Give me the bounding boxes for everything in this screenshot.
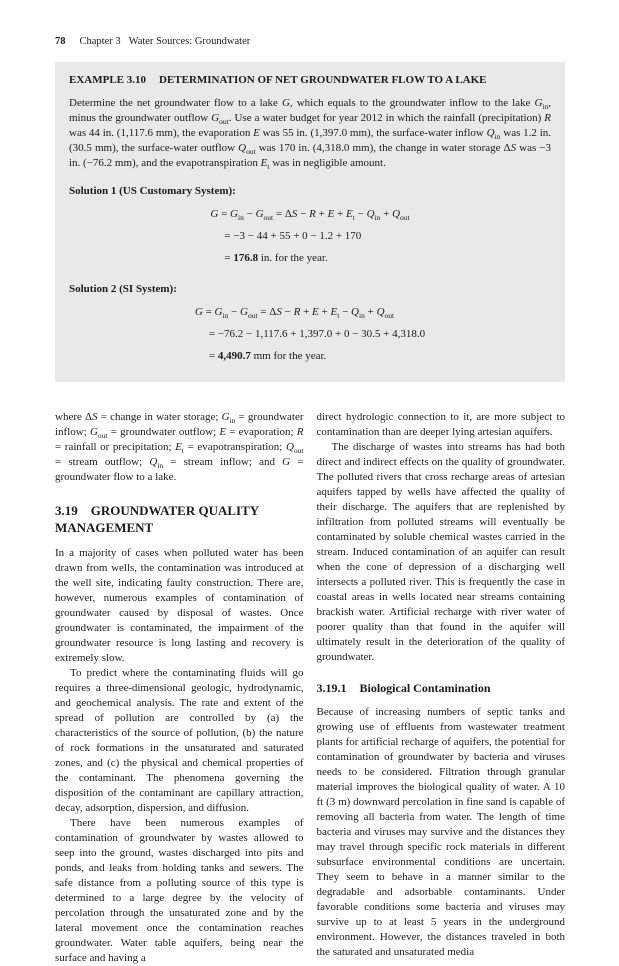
solution2-heading: Solution 2 (SI System): <box>69 283 177 295</box>
section-heading: 3.19 GROUNDWATER QUALITY MANAGEMENT <box>55 503 259 535</box>
example-heading: DETERMINATION OF NET GROUNDWATER FLOW TO A LAKE <box>159 74 487 86</box>
chapter-label: Chapter 3 <box>79 36 121 47</box>
paragraph: where ΔS = change in water storage; $G_{in}$ = groundwater inflow; $G_{out}$ = groundwater outflow; E = evaporation; R = rainfall or precipitation; $E_t$ = evapotranspiration; $Q_{out}$ = stream outflow; $Q_{in}$ = stream inflow; and G = groundwater flow to a lake. <box>55 411 304 483</box>
equation-line: = 4,490.7 mm for the year. <box>208 350 327 362</box>
paragraph: The discharge of wastes into streams has had both direct and indirect effects on the quality of groundwater. The polluted rivers that cross recharge areas of artesian aquifers tapped by wells have affected the quality of their discharge. The aquifers that are replenished by infiltration from polluted streams will eventually be contaminated by soluble chemical wastes carried in the stream. Induced contamination of an aquifer can result when the cone of depression of a discharging well intersects a polluted river. This is frequently the case in coastal areas in wells located near streams containing brackish water. Artificial recharge with river water of poorer quality than that found in the aquifer will ultimately result in the deterioration of the quality of groundwater. <box>316 441 565 663</box>
example-intro: Determine the net groundwater flow to a lake G, which equals to the groundwater inflow to the lake $G_{in}$, minus the groundwater outflow $G_{out}$. Use a water budget for year 2012 in which the rainfall (precipitation) R was 44 in. (1,117.6 mm), the evaporation E was 55 in. (1,397.0 mm), the surface-water inflow $Q_{in}$ was 1.2 in. (30.5 mm), the surface-water outflow $Q_{out}$ was 170 in. (4,318.0 mm), the change in water storage ΔS was −3 in. (−76.2 mm), and the evapotranspiration $E_t$ was in negligible amount. <box>69 97 552 172</box>
paragraph: In a majority of cases when polluted water has been drawn from wells, the contamination was introduced at the well site, indicating faulty construction. There are, however, numerous examples of contamination of groundwater caused by disposal of wastes. Once groundwater is contaminated, the impairment of the groundwater resource is long lasting and recovery is extremely slow. <box>55 547 304 664</box>
equation-line: = −76.2 − 1,117.6 + 1,397.0 + 0 − 30.5 + 4,318.0 <box>208 328 426 340</box>
paragraph: To predict where the contaminating fluids will go requires a three-dimensional geologic, hydrodynamic, and geochemical analysis. The rate and extent of the spread of pollution are controlled by (a) the characteristics of the source of pollution, (b) the nature of rock formations in the unsaturated and saturated zones, and (c) the physical and chemical properties of the contaminant. The phenomena governing the disposition of the contaminant are capillary attraction, decay, adsorption, dispersion, and diffusion. <box>55 667 304 814</box>
paragraph: There have been numerous examples of contamination of groundwater by wastes allowed to seep into the ground, wastes discharged into pits and ponds, and leaks from holding tanks and sewers. The safe distance from a polluting source of this type is determined to a large degree by the velocity of percolation through the unsaturated zone and by the lateral movement once the contamination reaches groundwater. Water table aquifers, being near the surface and having a <box>55 817 304 964</box>
left-column <box>55 410 304 966</box>
right-column <box>317 410 566 966</box>
section-heading: 3.19.1 Biological Contamination <box>316 681 491 695</box>
solution2-equations <box>195 301 425 367</box>
example-box <box>55 62 565 382</box>
example-title <box>69 73 551 87</box>
equation-line: = 176.8 in. for the year. <box>224 252 328 264</box>
equation-line: $G = G_{in} - G_{out} = \Delta S - R + E + E_t - Q_{in} + Q_{out}$ <box>210 208 410 223</box>
example-label: EXAMPLE 3.10 <box>69 74 146 86</box>
equation-line: $G = G_{in} - G_{out} = \Delta S - R + E + E_t - Q_{in} + Q_{out}$ <box>194 306 395 321</box>
two-column-body <box>55 410 565 966</box>
chapter-title: Water Sources: Groundwater <box>128 36 251 47</box>
solution1-heading: Solution 1 (US Customary System): <box>69 185 236 197</box>
paragraph: Because of increasing numbers of septic tanks and growing use of effluents from wastewater treatment plants for artificial recharge of aquifers, the potential for contamination of groundwater by bacteria and viruses needs to be considered. Filtration through granular material improves the biological quality of water. A 10 ft (3 m) downward percolation in fine sand is capable of removing all bacteria from water. The length of time bacteria and viruses may survive and the distances they may travel through specific rock materials in different subsurface environmental conditions are uncertain. They seem to behave in a manner similar to the degradable and adsorbable contaminants. Under favorable conditions some bacteria and viruses may survive up to at least 5 years in the underground environment. However, the distances traveled in both the saturated and unsaturated media <box>316 706 565 958</box>
section-number: 3.19.1 <box>316 681 347 695</box>
equation-line: = −3 − 44 + 55 + 0 − 1.2 + 170 <box>224 230 362 242</box>
paragraph: direct hydrologic connection to it, are more subject to contamination than are deeper lying artesian aquifers. <box>316 411 565 438</box>
solution1-equations <box>210 203 409 269</box>
page-number: 78 <box>55 36 66 47</box>
page-header <box>55 35 565 48</box>
section-number: 3.19 <box>55 503 78 518</box>
